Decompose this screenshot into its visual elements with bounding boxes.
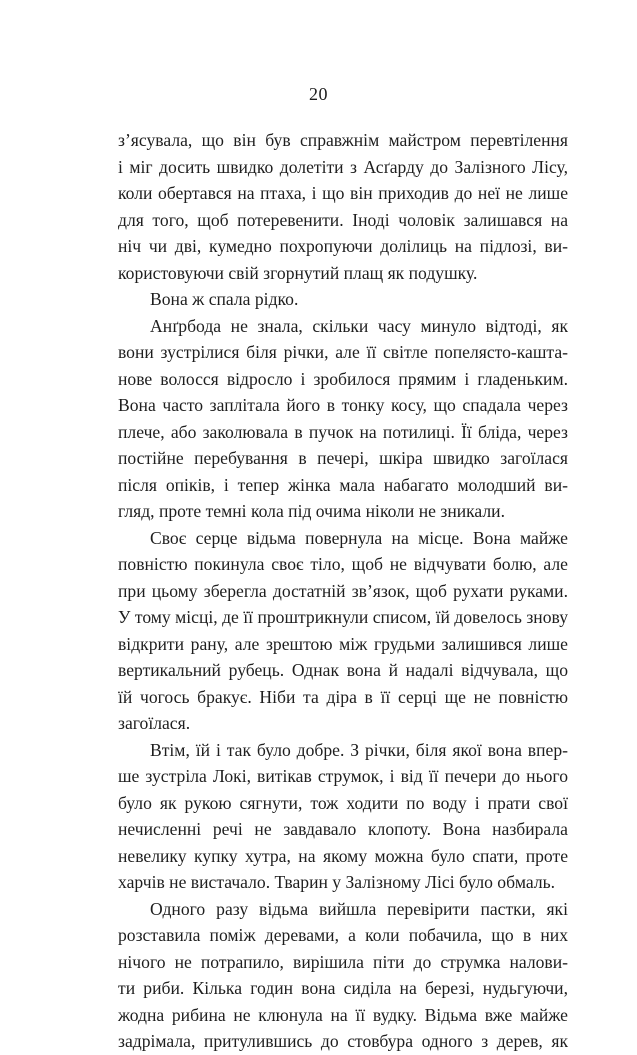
text-line: Вона часто заплітала його в тонку косу, що спадала через [118,395,568,415]
text-line: Своє серце відьма повернула на місце. Вона майже [150,527,568,548]
text-line: У тому місці, де її проштрикнули списом, їй довелось знову [118,607,568,627]
text-line: плече, або заколювала в пучок на потилиці. Її бліда, через [118,421,568,442]
paragraph [118,127,568,286]
paragraph [118,286,568,313]
text-line: гляд, проте темні кола під очима ніколи не зникали. [118,501,505,521]
text-line: і міг досить швидко долетіти з Асґарду до Залізного Лісу, [118,156,568,177]
text-line: вертикальний рубець. Однак вона й надалі відчувала, що [118,660,568,680]
body-text [118,127,568,1055]
text-line: ніч чи дві, кумедно похропуючи долілиць на підлозі, ви- [118,236,568,256]
text-line: ти риби. Кілька годин вона сиділа на березі, нудьгуючи, [118,978,568,998]
text-line: після опіків, і тепер жінка мала набагато молодший ви- [118,474,568,495]
paragraph [118,737,568,896]
text-line: постійне перебування в печері, шкіра швидко загоїлася [118,448,568,468]
text-line: нічого не потрапило, вирішила піти до струмка налови- [118,951,568,972]
text-line: коли обертався на птаха, і що він приходив до неї не лише [118,183,568,203]
text-line: жодна рибина не клюнула на її вудку. Відьма вже майже [118,1004,568,1025]
text-line: Втім, їй і так було добре. З річки, біля якої вона впер- [150,739,568,760]
text-line: нове волосся відросло і зробилося прямим і гладеньким. [118,368,568,389]
text-line: з’ясувала, що він був справжнім майстром перевтілення [118,130,568,150]
text-line: нечисленні речі не завдавало клопоту. Вона назбирала [118,819,568,839]
text-line: користовуючи свій згорнутий плащ як подушку. [118,262,478,283]
text-line: вони зустрілися біля річки, але її світле попелясто-кашта- [118,342,568,362]
text-line: невелику купку хутра, на якому можна було спати, проте [118,845,568,866]
text-line: було як рукою сягнути, тож ходити по воду і прати свої [118,792,568,813]
page-number: 20 [309,84,328,104]
paragraph [118,525,568,737]
text-line: задрімала, притулившись до стовбура одного з дерев, як [118,1031,568,1051]
text-line: відкрити рану, але зрештою між грудьми залишився лише [118,633,568,654]
text-line: розставила поміж деревами, а коли побачила, що в них [118,925,568,945]
text-line: харчів не вистачало. Тварин у Залізному Лісі було обмаль. [118,872,556,892]
text-line: загоїлася. [118,713,191,733]
text-line: ше зустріла Локі, витікав струмок, і від її печери до нього [118,766,568,786]
text-line: Одного разу відьма вийшла перевірити пастки, які [150,898,568,919]
text-line: для того, щоб потеревенити. Іноді чоловік залишався на [118,209,568,230]
text-line: Анґрбода не знала, скільки часу минуло відтоді, як [150,315,568,336]
paragraph [118,313,568,525]
text-line: Вона ж спала рідко. [150,289,299,309]
text-line: повністю покинула своє тіло, щоб не відчувати болю, але [118,554,568,574]
paragraph [118,896,568,1055]
text-line: при цьому зберегла достатній зв’язок, щоб рухати руками. [118,580,568,601]
text-line: їй чогось бракує. Ніби та діра в її серці ще не повністю [118,686,568,707]
